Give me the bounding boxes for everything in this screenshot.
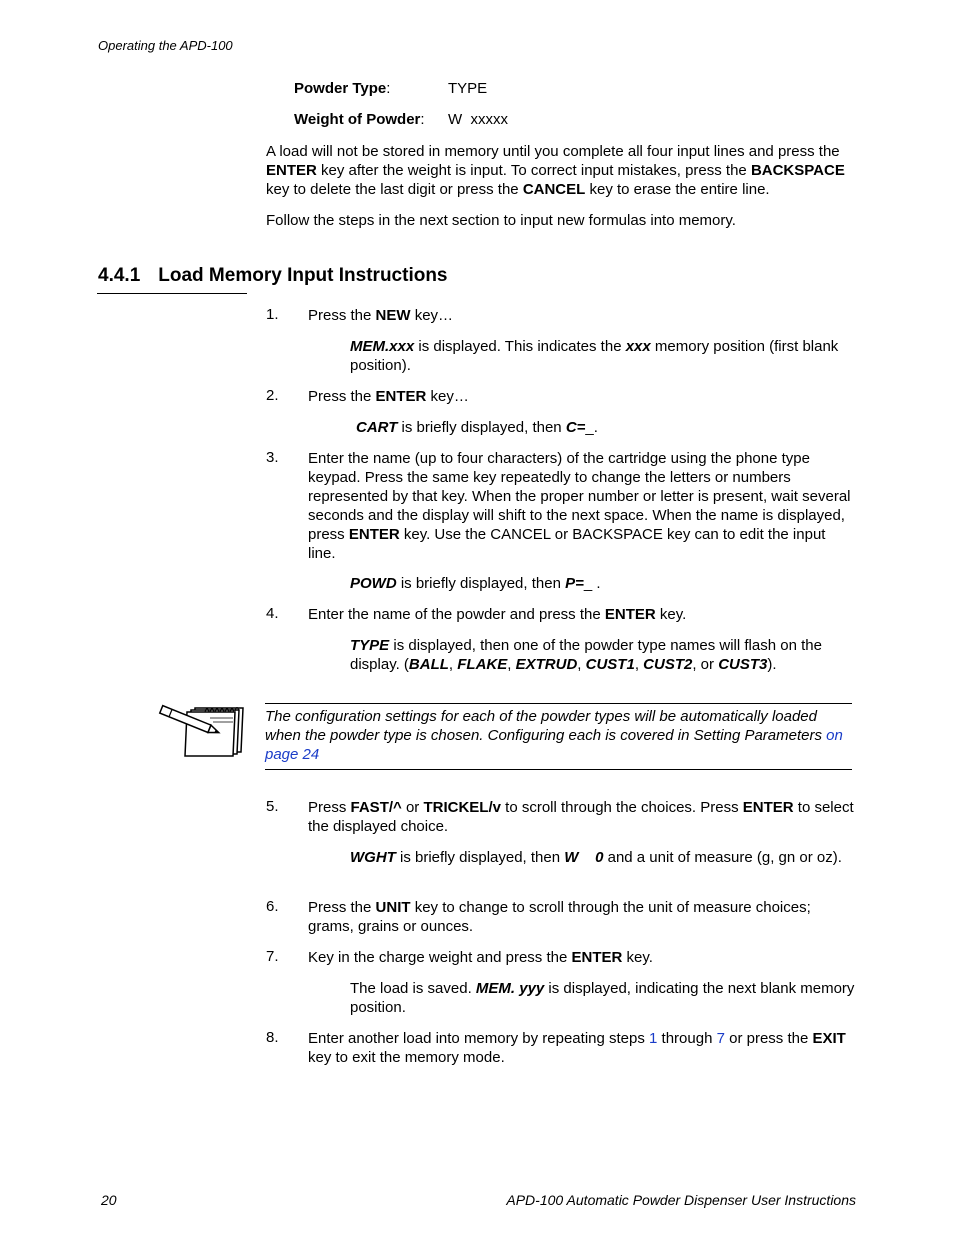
step-3-number: 3. [266,449,279,466]
step-1-number: 1. [266,306,279,323]
step-8-number: 8. [266,1029,279,1046]
step-1-text: Press the NEW key… [308,307,454,324]
step-7-text: Key in the charge weight and press the ENTER key. [308,949,653,966]
note-page-link[interactable]: on page 24 [265,727,843,763]
note-text: The configuration settings for each of the powder types will be automatically loaded when the powder type is chosen. Configuring each is covered in Setting Parameters on page 24 [265,708,843,763]
page-number: 20 [101,1192,117,1208]
field-label-powder-type: Powder Type: [294,80,391,97]
section-heading: 4.4.1 Load Memory Input Instructions [98,265,448,286]
step-7-result: The load is saved. MEM. yyy is displayed, indicating the next blank memory position. [350,980,855,1016]
running-header: Operating the APD-100 [98,38,233,53]
step-4-number: 4. [266,605,279,622]
section-heading-underline [97,293,247,294]
step-6-text: Press the UNIT key to change to scroll through the unit of measure choices; grams, grains or ounces. [308,899,811,935]
step-3-result: POWD is briefly displayed, then P=_ . [350,575,601,592]
step-4-result: TYPE is displayed, then one of the powder type names will flash on the display. (BALL, FLAKE, EXTRUD, CUST1, CUST2, or CUST3). [350,637,822,673]
field-value-powder-type: TYPE [448,80,488,97]
step-1-result: MEM.xxx is displayed. This indicates the xxx memory position (first blank position). [350,338,839,374]
intro-paragraph: A load will not be stored in memory until you complete all four input lines and press the ENTER key after the weight is input. To correct input mistakes, press the BACKSPACE key to delete the last digit or press the CANCEL key to erase the entire line. [266,143,845,198]
step-8-text: Enter another load into memory by repeating steps 1 through 7 or press the EXIT key to exit the memory mode. [308,1030,846,1066]
step-4-text: Enter the name of the powder and press the ENTER key. [308,606,687,623]
note-bottom-rule [265,769,852,770]
step-6-number: 6. [266,898,279,915]
note-top-rule [265,703,852,704]
step-5-text: Press FAST/^ or TRICKEL/v to scroll through the choices. Press ENTER to select the displayed choice. [308,799,854,835]
notepad-pencil-icon [155,700,247,760]
step-2-text: Press the ENTER key… [308,388,469,405]
step-5-number: 5. [266,798,279,815]
step-7-number: 7. [266,948,279,965]
step-7-link[interactable]: 7 [716,1030,725,1047]
step-5-result: WGHT is briefly displayed, then W 0 and a unit of measure (g, gn or oz). [350,849,842,866]
intro-followup: Follow the steps in the next section to input new formulas into memory. [266,212,736,229]
field-label-weight: Weight of Powder: [294,111,425,128]
step-2-number: 2. [266,387,279,404]
field-value-weight: W xxxxx [448,111,508,128]
footer-doc-title: APD-100 Automatic Powder Dispenser User Instructions [506,1192,856,1208]
step-2-result: CART is briefly displayed, then C=_. [356,419,598,436]
step-3-text: Enter the name (up to four characters) of the cartridge using the phone type keypad. Press the same key repeatedly to change the letters or numbers represented by that key. When the proper number or letter is present, wait several seconds and the display will shift to the next space. When the name is displayed, press ENTER key. Use the CANCEL or BACKSPACE key can to edit the input line. [308,450,851,562]
step-1-link[interactable]: 1 [649,1030,658,1047]
